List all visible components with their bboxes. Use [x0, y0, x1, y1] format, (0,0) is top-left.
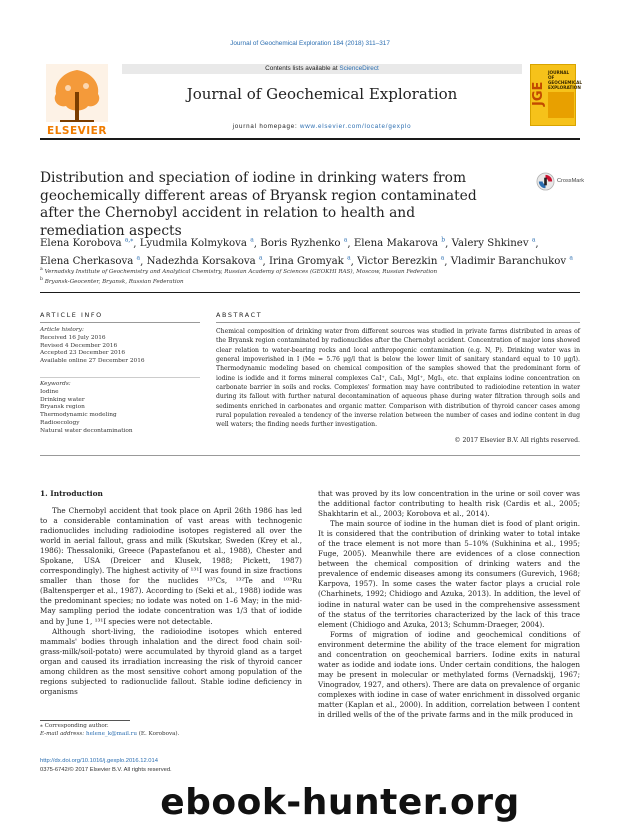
author-affiliation-marker[interactable]: a — [440, 254, 445, 262]
author-affiliation-marker[interactable]: a — [343, 237, 348, 244]
author-name: Valery Shkinev $^a$ — [451, 237, 536, 250]
keyword-item: Radioecology — [40, 419, 80, 426]
author-list: Elena Korobova $^{a,⁎}$, Lyudmila Kolmykova $^a$, Boris Ryzhenko $^a$, Elena Makarova $^b$, Valery Shkinev $^a$, Elena Cherkasova $^a$, Nadezhda Korsakova $^a$, Irina Gromyak $^a$, Victor Berezkin $^a$, Vladimir Baranchukov $^a$ — [40, 237, 573, 268]
author-affiliation-marker[interactable]: a — [258, 254, 263, 262]
author-name: Elena Makarova $^b$ — [353, 237, 446, 250]
corresponding-author-note: ⁎ Corresponding author. — [40, 723, 109, 729]
section-heading-introduction: 1. Introduction — [40, 489, 103, 498]
contents-line — [122, 64, 522, 74]
doi-link[interactable]: http://dx.doi.org/10.1016/j.gexplo.2016.12.014 — [40, 758, 158, 764]
journal-homepage — [122, 123, 522, 130]
abstract-text: Chemical composition of drinking water from different sources was studied in private farms distributed in areas of the Bryansk region contaminated by radionuclides after the Chernobyl accident. Concentration of major ions showed clear relation to water-bearing rocks and local anthropogenic contamination (e.g. N, P). Drinking water was in general impoverished in I (Me = 5.76 μg/l that is below the lower limit of sanitary standard equal to 10 μg/l). Thermodynamic modeling based on chemical composition of the samples showed that the predominant form of iodine is iodide and it forms mineral complexes CaI⁺, CaI₂, MgI⁺, MgI₂, etc. that explains iodine concentration on carbonate barrier in soils and rocks. Complexes' formation may have contributed to radioiodine retention in water during its fallout with further natural decontamination of aqueous phase during water filtration through soils and sediments enriched in carbonates and organic matter. Comparison with distribution of thyroid cancer cases among rural population revealed a tendency of the inverse relation between the number of cases and iodine content in dug well waters; the finding needs further investigation. — [216, 328, 580, 429]
abstract-heading: ABSTRACT — [216, 311, 263, 319]
keywords-label: Keywords: — [40, 381, 71, 387]
body-paragraph: The Chernobyl accident that took place on April 26th 1986 has led to a considerable contamination of vast areas with technogenic radionuclides including radioiodine isotopes registered all over the world in aerial fallout, grass and milk (Skutskar, Sweden (Krey et al., 1986): Thessaloniki, Greece (Papastefanou et al., 1988), Chester and Spokane, USA (Dreicer and Klusek, 1988; Pickett, 1987) correspondingly). The highest activity of ¹³¹I was found in size fractions smaller than those for the nuclides ¹³⁷Cs, ¹³²Te and ¹⁰³Ru (Baltensperger et al., 1987). According to (Seki et al., 1988) iodide was the predominant species; no iodate was noted on 1–6 May; in the mid-May sampling period the iodate concentration was 1/3 that of iodide and by June 1, ¹³¹I species were not detectable. — [40, 506, 302, 626]
history-accepted: Accepted 23 December 2016 — [40, 350, 126, 357]
author-affiliation-marker[interactable]: a — [569, 254, 573, 262]
history-revised: Revised 4 December 2016 — [40, 342, 118, 349]
author-name: Boris Ryzhenko $^a$ — [260, 237, 348, 250]
email-line — [40, 730, 302, 738]
homepage-prefix: journal homepage: — [232, 123, 300, 130]
author-affiliation-marker[interactable]: a — [136, 254, 141, 262]
keyword-item: Iodine — [40, 388, 59, 395]
author-affiliation-marker[interactable]: a — [347, 254, 351, 262]
body-paragraph: Forms of migration of iodine and geochemical conditions of environment determine the ability of the trace element for migration and concentration on geochemical barriers. Iodine exits in natural water as iodide and iodate ions. Under certain conditions, the halogen may be present in molecular or methylated forms (Vernadskij, 1967; Vinogradov, 1927, and others). There are data on prevalence of organic complexes with iodine in case of water enrichment in dissolved organic matter (Kaplan et al., 2000). In addition, correlation between I content in drilled wells of the of the private farms and in the milk produced in — [318, 629, 580, 720]
keywords-divider — [40, 377, 200, 378]
sciencedirect-link[interactable]: ScienceDirect — [339, 65, 379, 72]
body-paragraph: The main source of iodine in the human diet is food of plant origin. It is considered that the contribution of drinking water to total intake of the trace element is not more than 5–10% (Sukhinina et al., 1995; Fuge, 2005). Meanwhile there are evidences of a close connection between the chemical composition of drinking waters and the prevalence of endemic diseases among its consumers (Gurevich, 1968; Karpova, 1957). In some cases the water factor plays a crucial role (Charhinets, 1992; Chidiogo and Azuka, 2013). In addition, the level of iodine in natural water can be used in the comprehensive assessment of the status of the territories characterized by the lack of this trace element (Chidiogo and Azuka, 2013; Schumm-Draeger, 2004). — [318, 519, 580, 629]
author-name: Lyudmila Kolmykova $^a$ — [139, 237, 254, 250]
homepage-link[interactable]: www.elsevier.com/locate/gexplo — [300, 123, 412, 130]
article-info-heading: ARTICLE INFO — [40, 311, 103, 319]
footnote-divider — [40, 720, 130, 721]
keyword-item: Natural water decontamination — [40, 427, 133, 434]
author-affiliation-marker[interactable]: a,⁎ — [124, 237, 134, 244]
history-label: Article history: — [40, 327, 84, 333]
header-divider — [40, 138, 580, 140]
affiliation-a: $^a$ Vernadsky Institute of Geochemistry and Analytical Chemistry, Russian Academy of Sciences (GEOKHI RAS), Moscow, Russian Federation — [40, 267, 438, 275]
email-link[interactable]: helene_k@mail.ru — [85, 731, 137, 737]
email-suffix: (E. Korobova). — [136, 731, 180, 737]
publisher-logo-text: ELSEVIER — [47, 125, 107, 137]
author-affiliation-marker[interactable]: a — [531, 237, 536, 244]
cover-letters: JGE — [531, 81, 546, 107]
affiliation-divider — [40, 292, 580, 293]
email-label: E-mail address: — [40, 731, 86, 737]
author-name: Victor Berezkin $^a$ — [357, 254, 445, 268]
body-paragraph: Although short-living, the radioiodine isotopes which entered mammals' bodies through inhalation and the direct food chain soil-grass-milk/soil-potato) were accumulated by thyroid gland as a target organ and caused its irradiation increasing the risk of thyroid cancer among children as the most sensitive cohort among population of the regions subjected to radionuclide fallout. Stable iodine deficiency in organisms — [40, 626, 302, 696]
keywords — [40, 381, 200, 436]
history-received: Received 16 July 2016 — [40, 334, 106, 341]
article-history — [40, 327, 200, 366]
cover-title: JOURNAL OF GEOCHEMICAL EXPLORATION — [548, 70, 583, 90]
article-title: Distribution and speciation of iodine in drinking waters from geochemically different areas of Bryansk region contaminated after the Chernobyl accident in relation to health and remediation aspects — [40, 170, 477, 239]
body-paragraph: that was proved by its low concentration in the urine or soil cover was the additional factor contributing to health risk (Cardis et al., 2005; Shakhtarin et al., 2003; Korobova et al., 2014). — [318, 489, 580, 519]
history-online: Available online 27 December 2016 — [40, 358, 145, 365]
author-affiliation-marker[interactable]: a — [250, 237, 254, 244]
cover-image-strip — [548, 92, 574, 118]
keyword-item: Thermodynamic modeling — [40, 412, 117, 419]
abstract-copyright: © 2017 Elsevier B.V. All rights reserved. — [454, 437, 580, 444]
article-info-divider — [40, 322, 200, 323]
footnote — [40, 722, 302, 738]
keyword-item: Drinking water — [40, 396, 85, 403]
author-name: Irina Gromyak $^a$ — [268, 254, 351, 268]
journal-title: Journal of Geochemical Exploration — [186, 85, 458, 103]
body-column-left — [40, 506, 302, 697]
crossmark-icon[interactable] — [536, 172, 555, 191]
watermark: ebook-hunter.org — [160, 782, 520, 823]
journal-citation-link[interactable]: Journal of Geochemical Exploration 184 (2018) 311–317 — [230, 40, 390, 47]
affiliation-b: $^b$ Bryansk-Geocenter, Bryansk, Russian Federation — [40, 277, 184, 286]
issn-line: 0375-6742/© 2017 Elsevier B.V. All rights reserved. — [40, 767, 172, 773]
author-name: Elena Cherkasova $^a$ — [40, 254, 141, 268]
author-name: Vladimir Baranchukov $^a$ — [450, 254, 573, 268]
author-name: Nadezhda Korsakova $^a$ — [146, 254, 263, 268]
body-divider — [40, 455, 580, 456]
crossmark-label[interactable]: CrossMark — [557, 178, 585, 184]
author-affiliation-marker[interactable]: b — [441, 237, 446, 244]
affiliations — [40, 266, 580, 287]
contents-prefix: Contents lists available at — [265, 65, 340, 72]
author-name: Elena Korobova $^{a,⁎}$ — [40, 237, 134, 250]
body-column-right — [318, 489, 580, 720]
keyword-item: Bryansk region — [40, 404, 85, 411]
abstract-divider — [216, 322, 580, 323]
